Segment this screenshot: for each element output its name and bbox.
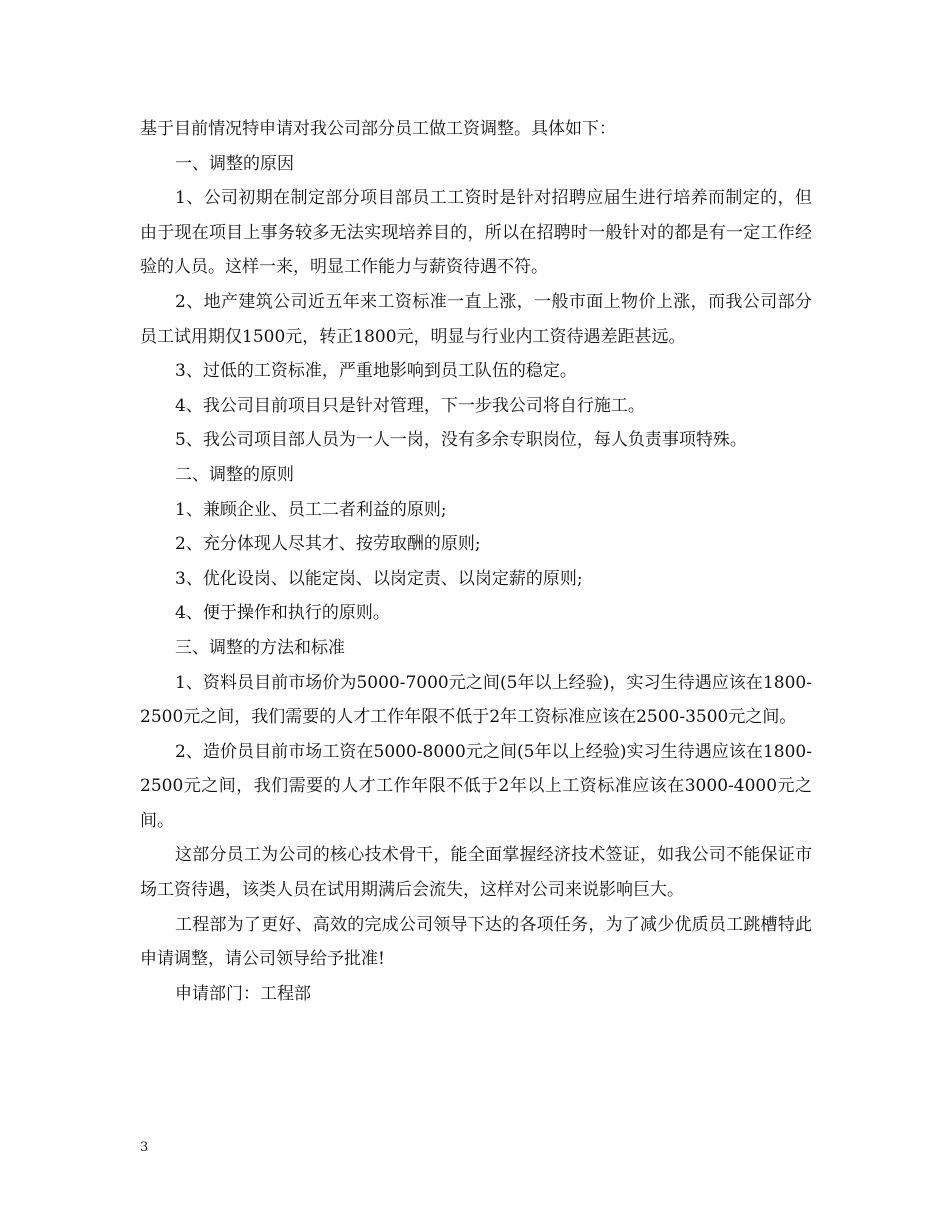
reason-item-4: 4、我公司目前项目只是针对管理，下一步我公司将自行施工。 bbox=[175, 395, 645, 416]
method-item-2: 2、造价员目前市场工资在5000-8000元之间(5年以上经验)实习生待遇应该在1800-2500元之间，我们需要的人才工作年限不低于2年以上工资标准应该在3000-4000元之间。 bbox=[140, 741, 812, 831]
document-body bbox=[140, 112, 812, 1011]
paragraph-request: 工程部为了更好、高效的完成公司领导下达的各项任务，为了减少优质员工跳槽特此申请调整，请公司领导给予批准! bbox=[140, 914, 812, 970]
section-heading-reasons: 一、调整的原因 bbox=[175, 153, 294, 174]
reason-item-2: 2、地产建筑公司近五年来工资标准一直上涨，一般市面上物价上涨，而我公司部分员工试用期仅1500元，转正1800元，明显与行业内工资待遇差距甚远。 bbox=[140, 291, 812, 347]
principle-item-4: 4、便于操作和执行的原则。 bbox=[175, 603, 390, 624]
section-heading-methods: 三、调整的方法和标准 bbox=[175, 637, 345, 658]
paragraph-intro: 基于目前情况特申请对我公司部分员工做工资调整。具体如下： bbox=[140, 119, 616, 139]
reason-item-3: 3、过低的工资标准，严重地影响到员工队伍的稳定。 bbox=[175, 361, 577, 382]
section-heading-principles: 二、调整的原则 bbox=[175, 464, 294, 485]
principle-item-1: 1、兼顾企业、员工二者利益的原则; bbox=[175, 499, 447, 520]
principle-item-3: 3、优化设岗、以能定岗、以岗定责、以岗定薪的原则; bbox=[175, 568, 583, 589]
paragraph-core-staff: 这部分员工为公司的核心技术骨干，能全面掌握经济技术签证，如我公司不能保证市场工资待遇，该类人员在试用期满后会流失，这样对公司来说影响巨大。 bbox=[140, 845, 812, 901]
reason-item-5: 5、我公司项目部人员为一人一岗，没有多余专职岗位，每人负责事项特殊。 bbox=[175, 430, 747, 451]
page-number: 3 bbox=[140, 1140, 149, 1155]
method-item-1: 1、资料员目前市场价为5000-7000元之间(5年以上经验)，实习生待遇应该在1800-2500元之间，我们需要的人才工作年限不低于2年工资标准应该在2500-3500元之间。 bbox=[140, 672, 812, 728]
applicant-department: 申请部门：工程部 bbox=[175, 983, 311, 1004]
principle-item-2: 2、充分体现人尽其才、按劳取酬的原则; bbox=[175, 534, 481, 555]
reason-item-1: 1、公司初期在制定部分项目部员工工资时是针对招聘应届生进行培养而制定的，但由于现在项目上事务较多无法实现培养目的，所以在招聘时一般针对的都是有一定工作经验的人员。这样一来，明显工作能力与薪资待遇不符。 bbox=[140, 188, 812, 278]
